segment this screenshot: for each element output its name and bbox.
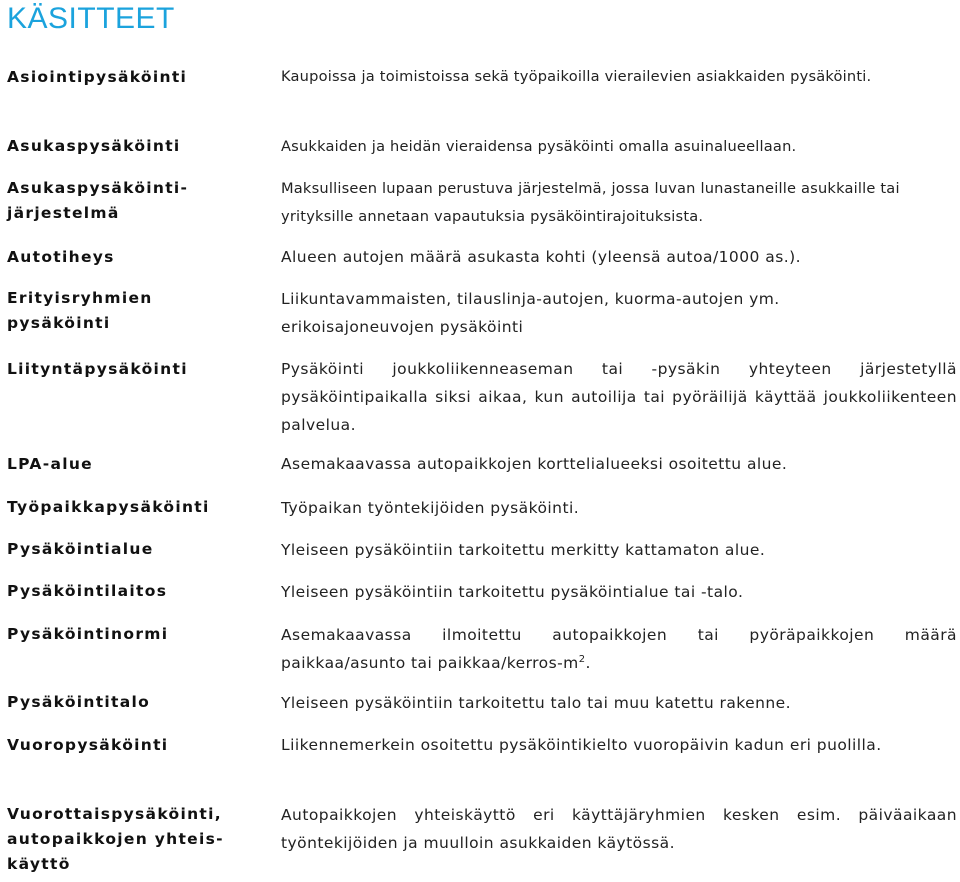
glossary-definition: Autopaikkojen yhteiskäyttö eri käyttäjäryhmien kesken esim. päiväaikaan työntekijöiden ja muulloin asukkaiden käytössä. <box>281 806 957 852</box>
page-title: KÄSITTEET <box>7 2 175 35</box>
glossary-term <box>7 176 269 226</box>
glossary-term-line: järjestelmä <box>7 204 120 222</box>
glossary-term-line: Asukaspysäköinti- <box>7 179 189 197</box>
glossary-definition: Pysäköinti joukkoliikenneaseman tai -pysäkin yhteyteen järjestetyllä pysäköintipaikalla siksi aikaa, kun autoilija tai pyöräilijä käyttää joukkoliikenteen palvelua. <box>281 360 957 434</box>
glossary-definition: Asemakaavassa autopaikkojen korttelialueeksi osoitettu alue. <box>281 455 788 473</box>
glossary-definition: Kaupoissa ja toimistoissa sekä työpaikoilla vierailevien asiakkaiden pysäköinti. <box>281 68 872 85</box>
glossary-term: Asukaspysäköinti <box>7 137 181 155</box>
glossary-term: Pysäköintilaitos <box>7 582 168 600</box>
glossary-definition: Liikuntavammaisten, tilauslinja-autojen, kuorma-autojen ym. erikoisajoneuvojen pysäköinti <box>281 290 780 336</box>
glossary-definition: Yleiseen pysäköintiin tarkoitettu talo tai muu katettu rakenne. <box>281 694 792 712</box>
glossary-term: Pysäköintialue <box>7 540 154 558</box>
glossary-definition: Maksulliseen lupaan perustuva järjestelmä, jossa luvan lunastaneille asukkaille tai yrityksille annetaan vapautuksia pysäköintirajoituksista. <box>281 180 900 225</box>
glossary-term: Autotiheys <box>7 248 115 266</box>
superscript: 2 <box>578 653 586 665</box>
glossary-term: Asiointipysäköinti <box>7 68 188 86</box>
glossary-definition: Yleiseen pysäköintiin tarkoitettu pysäköintialue tai -talo. <box>281 583 744 601</box>
glossary-term: Liityntäpysäköinti <box>7 360 188 378</box>
glossary-definition <box>281 621 957 677</box>
glossary-term: Vuorottaispysäköinti, autopaikkojen yhteis- käyttö <box>7 805 224 873</box>
definition-text: Asemakaavassa ilmoitettu autopaikkojen tai pyöräpaikkojen määrä paikkaa/asunto tai paikkaa/kerros-m <box>281 626 957 672</box>
glossary-term: Pysäköintinormi <box>7 625 169 643</box>
glossary-term: Pysäköintitalo <box>7 693 151 711</box>
glossary-definition: Liikennemerkein osoitettu pysäköintikielto vuoropäivin kadun eri puolilla. <box>281 736 882 754</box>
glossary-term: Erityisryhmien pysäköinti <box>7 289 153 332</box>
glossary-term: Vuoropysäköinti <box>7 736 169 754</box>
glossary-definition: Yleiseen pysäköintiin tarkoitettu merkitty kattamaton alue. <box>281 541 766 559</box>
glossary-definition: Työpaikan työntekijöiden pysäköinti. <box>281 499 580 517</box>
glossary-term: Työpaikkapysäköinti <box>7 498 210 516</box>
glossary-definition: Alueen autojen määrä asukasta kohti (yleensä autoa/1000 as.). <box>281 248 801 266</box>
glossary-definition: Asukkaiden ja heidän vieraidensa pysäköinti omalla asuinalueellaan. <box>281 138 797 155</box>
glossary-term: LPA-alue <box>7 455 93 473</box>
definition-suffix: . <box>585 654 591 672</box>
